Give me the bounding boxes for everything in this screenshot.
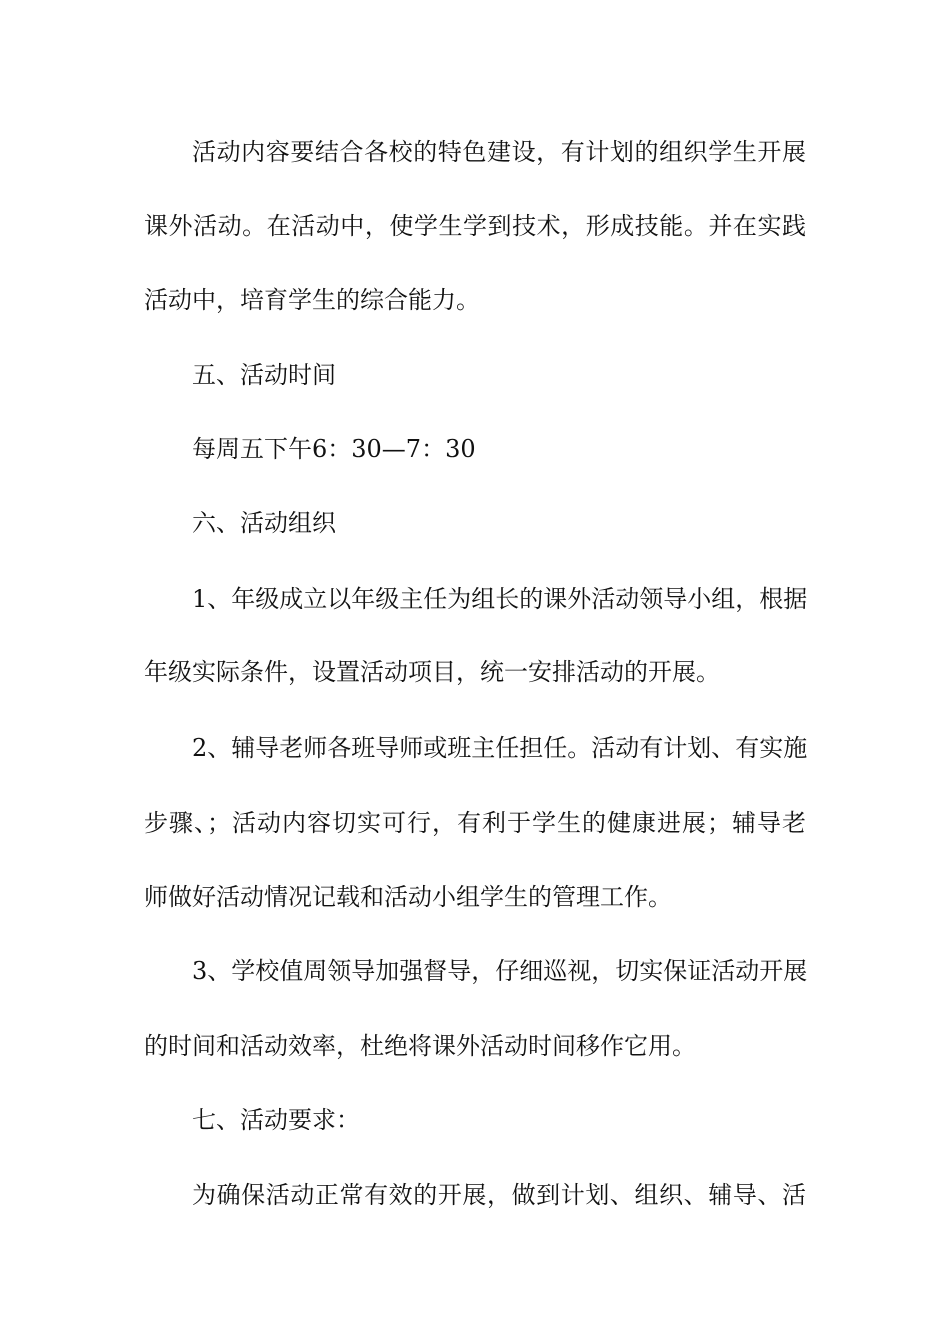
paragraph-line: 步骤、；活动内容切实可行，有利于学生的健康进展；辅导老: [144, 809, 806, 837]
paragraph-line: 活动中，培育学生的综合能力。: [144, 286, 480, 314]
paragraph-line: 3、学校值周领导加强督导，仔细巡视，切实保证活动开展: [192, 957, 808, 985]
section-heading: 七、活动要求：: [192, 1106, 360, 1134]
paragraph-line: 的时间和活动效率，杜绝将课外活动时间移作它用。: [144, 1032, 696, 1060]
paragraph-line: 课外活动。在活动中，使学生学到技术，形成技能。并在实践: [144, 212, 806, 240]
paragraph-line: 师做好活动情况记载和活动小组学生的管理工作。: [144, 883, 672, 911]
paragraph-line: 活动内容要结合各校的特色建设，有计划的组织学生开展: [192, 138, 806, 166]
section-heading: 五、活动时间: [192, 361, 336, 389]
paragraph-line: 2、辅导老师各班导师或班主任担任。活动有计划、有实施: [192, 734, 808, 762]
section-heading: 六、活动组织: [192, 509, 336, 537]
paragraph-line: 为确保活动正常有效的开展，做到计划、组织、辅导、活: [192, 1181, 806, 1209]
paragraph-line: 1、年级成立以年级主任为组长的课外活动领导小组，根据: [192, 585, 808, 613]
paragraph-line: 每周五下午6：30—7：30: [192, 435, 476, 463]
paragraph-line: 年级实际条件，设置活动项目，统一安排活动的开展。: [144, 658, 720, 686]
